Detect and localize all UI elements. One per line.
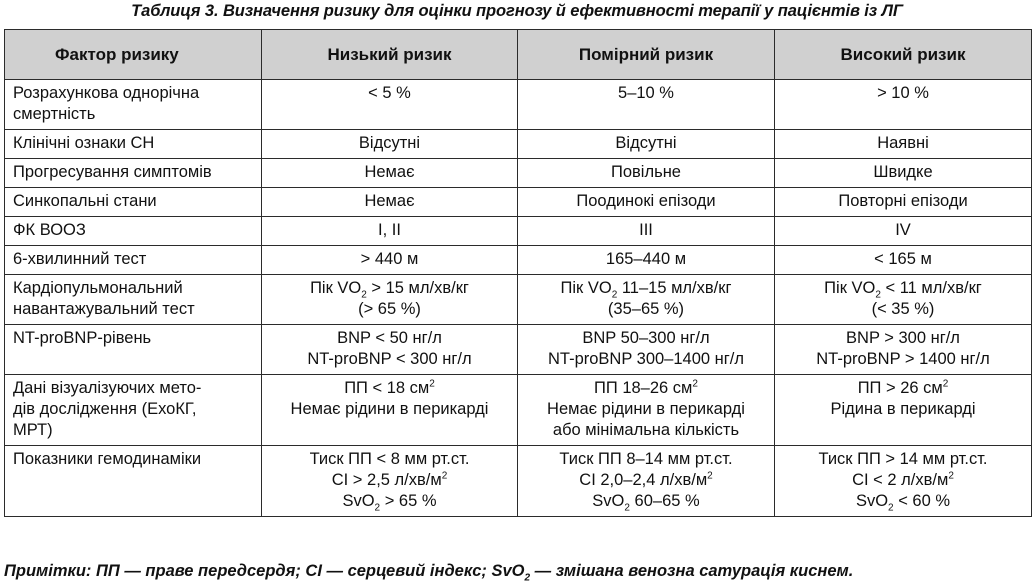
subscript: 2	[374, 502, 381, 514]
text-part: ПП < 18 см	[344, 379, 430, 397]
factor-line: ФК ВООЗ	[13, 221, 86, 239]
header-moderate-risk: Помірний ризик	[518, 30, 775, 80]
cell-low	[262, 325, 518, 375]
cell-line: BNP < 50 нг/л	[337, 329, 442, 347]
cell-line: Немає рідини в перикарді	[547, 400, 745, 418]
header-low-risk: Низький ризик	[262, 30, 518, 80]
superscript: 2	[441, 470, 448, 482]
cell-line: Відсутні	[615, 134, 677, 152]
cell-line: (35–65 %)	[607, 300, 685, 318]
cell-moderate	[518, 325, 775, 375]
table-row	[5, 246, 1032, 275]
factor-line: 6-хвилинний тест	[13, 250, 147, 268]
factor-line: Дані візуалізуючих мето-	[13, 379, 202, 397]
factor-line: МРТ)	[13, 421, 53, 439]
factor-line: Показники гемодинаміки	[13, 450, 202, 468]
cell-line: Рідина в перикарді	[830, 400, 976, 418]
factor-line: Клінічні ознаки СН	[13, 134, 155, 152]
cell-high	[775, 217, 1032, 246]
text-part: Пік VO	[824, 279, 876, 297]
cell-line: Швидке	[873, 163, 933, 181]
cell-line: Повільне	[611, 163, 681, 181]
cell-low	[262, 246, 518, 275]
cell-line	[268, 491, 511, 512]
cell-moderate	[518, 246, 775, 275]
text-part: SvO	[855, 492, 889, 510]
cell-line: Тиск ПП < 8 мм рт.ст.	[309, 450, 470, 468]
cell-line: Поодинокі епізоди	[576, 192, 716, 210]
cell-high	[775, 80, 1032, 130]
cell-line	[781, 378, 1025, 399]
cell-line: 165–440 м	[605, 250, 687, 268]
text-part: ПП > 26 см	[857, 379, 943, 397]
factor-line: NT-proBNP-рівень	[13, 329, 152, 347]
table-footnote	[4, 562, 854, 584]
text-part: SvO	[342, 492, 375, 510]
text-part: < 11 мл/хв/кг	[880, 279, 982, 297]
header-high-risk: Високий ризик	[775, 30, 1032, 80]
cell-line	[524, 491, 768, 512]
table-caption: Таблиця 3. Визначення ризику для оцінки прогнозу й ефективності терапії у пацієнтів із ЛГ	[131, 2, 903, 20]
cell-high	[775, 130, 1032, 159]
table-row	[5, 217, 1032, 246]
factor-line: Розрахункова однорічна	[13, 84, 200, 102]
text-part: Пік VO	[310, 279, 362, 297]
subscript: 2	[875, 289, 881, 301]
text-part: СІ < 2 л/хв/м	[852, 471, 949, 489]
cell-low	[262, 159, 518, 188]
cell-line	[524, 278, 768, 299]
cell-line: > 10 %	[877, 84, 929, 102]
risk-table	[4, 29, 1032, 517]
cell-line	[781, 491, 1025, 512]
row-factor	[5, 375, 262, 446]
cell-high	[775, 188, 1032, 217]
table-row	[5, 188, 1032, 217]
row-factor	[5, 130, 262, 159]
cell-line: NT-proBNP 300–1400 нг/л	[548, 350, 744, 368]
factor-line: навантажувальний тест	[13, 300, 195, 318]
factor-line: дів дослідження (ЕхоКГ,	[13, 400, 197, 418]
cell-moderate	[518, 188, 775, 217]
table-row	[5, 325, 1032, 375]
cell-line: Тиск ПП 8–14 мм рт.ст.	[559, 450, 733, 468]
row-factor	[5, 275, 262, 325]
row-factor	[5, 217, 262, 246]
text-part: СІ 2,0–2,4 л/хв/м	[579, 471, 708, 489]
table-row	[5, 130, 1032, 159]
text-part: Пік VO	[560, 279, 612, 297]
cell-line	[781, 470, 1025, 491]
factor-line: смертність	[13, 105, 96, 123]
cell-low	[262, 275, 518, 325]
cell-line: NT-proBNP < 300 нг/л	[307, 350, 472, 368]
cell-line: (< 35 %)	[871, 300, 935, 318]
table-row	[5, 375, 1032, 446]
text-part: > 65 %	[380, 492, 437, 510]
row-factor	[5, 446, 262, 517]
cell-line	[268, 378, 511, 399]
cell-line: BNP 50–300 нг/л	[582, 329, 710, 347]
cell-low	[262, 446, 518, 517]
cell-line: Немає	[364, 192, 415, 210]
cell-line: I, II	[378, 221, 401, 239]
text-part: > 15 мл/хв/кг	[366, 279, 469, 297]
cell-low	[262, 375, 518, 446]
cell-line: Відсутні	[358, 134, 421, 152]
cell-low	[262, 217, 518, 246]
cell-line: або мінімальна кількість	[552, 421, 740, 439]
superscript: 2	[948, 470, 954, 482]
subscript: 2	[888, 502, 894, 514]
cell-line: BNP > 300 нг/л	[846, 329, 960, 347]
cell-moderate	[518, 159, 775, 188]
text-part: 11–15 мл/хв/кг	[617, 279, 732, 297]
table-row	[5, 446, 1032, 517]
cell-moderate	[518, 217, 775, 246]
cell-line	[268, 470, 511, 491]
cell-high	[775, 159, 1032, 188]
subscript: 2	[524, 572, 531, 584]
text-part: 60–65 %	[629, 492, 700, 510]
cell-high	[775, 446, 1032, 517]
factor-line: Кардіопульмональний	[13, 279, 183, 297]
text-part: ПП 18–26 см	[594, 379, 693, 397]
subscript: 2	[361, 289, 367, 301]
table-row	[5, 159, 1032, 188]
superscript: 2	[942, 378, 949, 390]
cell-line: > 440 м	[360, 250, 419, 268]
text-part: — змішана венозна сатурація киснем.	[530, 562, 854, 580]
cell-high	[775, 375, 1032, 446]
superscript: 2	[692, 378, 698, 390]
cell-moderate	[518, 275, 775, 325]
text-part: СІ > 2,5 л/хв/м	[331, 471, 442, 489]
text-part: < 60 %	[893, 492, 951, 510]
table-row	[5, 80, 1032, 130]
cell-line: < 165 м	[874, 250, 932, 268]
cell-line: (> 65 %)	[358, 300, 421, 318]
cell-moderate	[518, 80, 775, 130]
cell-line: Тиск ПП > 14 мм рт.ст.	[818, 450, 988, 468]
cell-line	[781, 278, 1025, 299]
subscript: 2	[624, 502, 630, 514]
cell-line: Повторні епізоди	[838, 192, 968, 210]
cell-moderate	[518, 446, 775, 517]
cell-moderate	[518, 375, 775, 446]
text-part: SvO	[592, 492, 625, 510]
row-factor	[5, 159, 262, 188]
factor-line: Синкопальні стани	[13, 192, 157, 210]
cell-line: Немає рідини в перикарді	[290, 400, 489, 418]
superscript: 2	[429, 378, 435, 390]
superscript: 2	[707, 470, 713, 482]
cell-line	[268, 278, 511, 299]
cell-moderate	[518, 130, 775, 159]
text-part: Примітки: ПП — праве передсердя; СІ — серцевий індекс; SvO	[4, 562, 525, 580]
cell-low	[262, 188, 518, 217]
cell-high	[775, 246, 1032, 275]
cell-low	[262, 130, 518, 159]
row-factor	[5, 188, 262, 217]
row-factor	[5, 80, 262, 130]
cell-line: 5–10 %	[618, 84, 674, 102]
row-factor	[5, 246, 262, 275]
row-factor	[5, 325, 262, 375]
cell-low	[262, 80, 518, 130]
factor-line: Прогресування симптомів	[13, 163, 212, 181]
cell-line: Наявні	[877, 134, 929, 152]
cell-line: NT-proBNP > 1400 нг/л	[816, 350, 990, 368]
table-row	[5, 275, 1032, 325]
cell-line: III	[639, 221, 653, 239]
subscript: 2	[611, 289, 618, 301]
cell-high	[775, 275, 1032, 325]
cell-high	[775, 325, 1032, 375]
cell-line: Немає	[364, 163, 415, 181]
cell-line	[524, 470, 768, 491]
table-header-row	[5, 30, 1032, 80]
cell-line: < 5 %	[368, 84, 411, 102]
cell-line: IV	[895, 221, 911, 239]
header-risk-factor: Фактор ризику	[5, 30, 262, 80]
cell-line	[524, 378, 768, 399]
